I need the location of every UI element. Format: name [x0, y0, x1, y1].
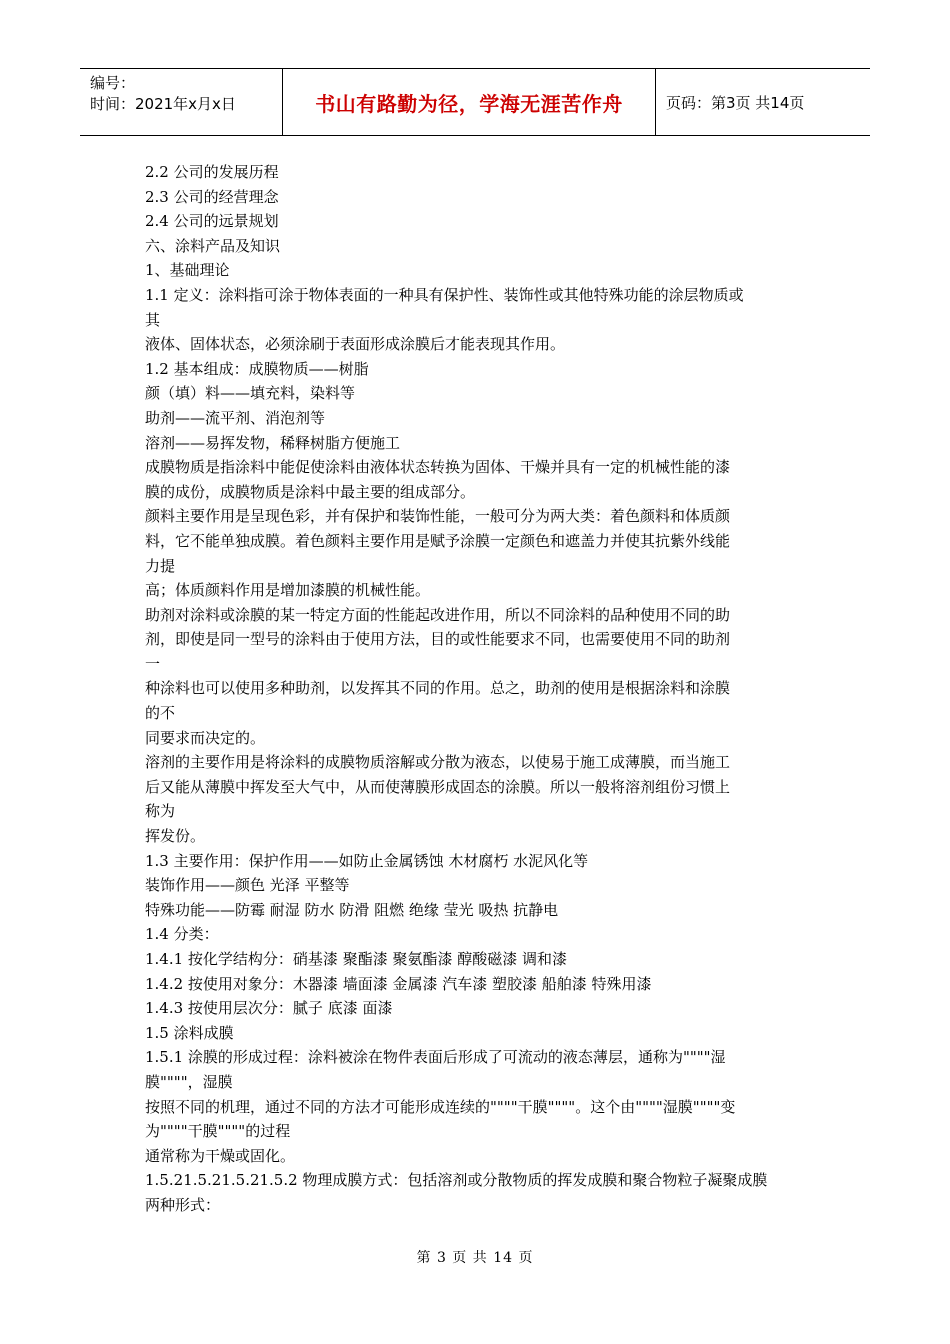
header-page-number: 页码：第3页 共14页 — [666, 93, 805, 112]
text-line: 溶剂——易挥发物，稀释树脂方便施工 — [145, 433, 401, 452]
text-line: 1.4.3 按使用层次分：腻子 底漆 面漆 — [145, 999, 393, 1018]
text-line: 同要求而决定的。 — [145, 728, 266, 747]
header-info — [80, 69, 282, 135]
text-line: 1.3 主要作用：保护作用——如防止金属锈蚀 木材腐朽 水泥风化等 — [145, 851, 589, 870]
text-line: 膜""""，湿膜 — [145, 1072, 233, 1091]
text-line: 通常称为干燥或固化。 — [145, 1146, 296, 1165]
text-line: 称为 — [145, 802, 176, 821]
text-line: 后又能从薄膜中挥发至大气中，从而使薄膜形成固态的涂膜。所以一般将溶剂组份习惯上 — [145, 777, 731, 796]
text-line: 剂，即使是同一型号的涂料由于使用方法，目的或性能要求不同，也需要使用不同的助剂 — [145, 630, 731, 649]
text-line: 1.5 涂料成膜 — [145, 1023, 234, 1042]
text-line: 1.4.1 按化学结构分：硝基漆 聚酯漆 聚氨酯漆 醇酸磁漆 调和漆 — [145, 950, 568, 968]
page-footer: 第 3 页 共 14 页 — [416, 1250, 534, 1266]
text-line: 1、基础理论 — [145, 261, 230, 280]
text-line: 的不 — [145, 704, 176, 723]
text-line: 膜的成份，成膜物质是涂料中最主要的组成部分。 — [145, 482, 476, 501]
text-line: 挥发份。 — [145, 827, 206, 846]
text-line: 2.2 公司的发展历程 — [145, 163, 279, 181]
text-line: 溶剂的主要作用是将涂料的成膜物质溶解或分散为液态，以使易于施工成薄膜，而当施工 — [145, 753, 731, 772]
page-header — [80, 68, 870, 136]
text-line: 特殊功能——防霉 耐湿 防水 防滑 阻燃 绝缘 莹光 吸热 抗静电 — [145, 900, 559, 919]
text-line: 助剂对涂料或涂膜的某一特定方面的性能起改进作用，所以不同涂料的品种使用不同的助 — [145, 605, 731, 624]
text-line: 颜（填）料——填充料，染料等 — [145, 384, 356, 403]
text-line: 2.4 公司的远景规划 — [145, 212, 279, 231]
code-label: 编号： — [90, 74, 136, 92]
text-line: 1.1 定义：涂料指可涂于物体表面的一种具有保护性、装饰性或其他特殊功能的涂层物质或 — [145, 285, 744, 304]
text-line: 两种形式： — [145, 1195, 221, 1214]
text-line: 1.2 基本组成：成膜物质——树脂 — [145, 359, 369, 378]
text-line: 六、涂料产品及知识 — [145, 236, 281, 255]
text-line: 料，它不能单独成膜。着色颜料主要作用是赋予涂膜一定颜色和遮盖力并使其抗紫外线能 — [145, 531, 731, 550]
document-body — [145, 160, 810, 1218]
text-line: 颜料主要作用是呈现色彩，并有保护和装饰性能，一般可分为两大类：着色颜料和体质颜 — [145, 507, 731, 526]
text-line: 1.5.1 涂膜的形成过程：涂料被涂在物件表面后形成了可流动的液态薄层，通称为""""湿 — [145, 1048, 726, 1067]
text-line: 为""""干膜""""的过程 — [145, 1122, 291, 1141]
text-line: 种涂料也可以使用多种助剂，以发挥其不同的作用。总之，助剂的使用是根据涂料和涂膜 — [145, 679, 731, 698]
text-line: 1.4 分类： — [145, 925, 219, 944]
text-line: 1.5.21.5.21.5.21.5.2 物理成膜方式：包括溶剂或分散物质的挥发成膜和聚合物粒子凝聚成膜 — [145, 1171, 768, 1190]
text-line: 液体、固体状态，必须涂刷于表面形成涂膜后才能表现其作用。 — [145, 335, 566, 354]
header-motto: 书山有路勤为径，学海无涯苦作舟 — [282, 69, 656, 135]
text-line: 一 — [145, 654, 161, 673]
text-line: 助剂——流平剂、消泡剂等 — [145, 408, 326, 427]
text-line: 其 — [145, 310, 161, 329]
text-line: 按照不同的机理，通过不同的方法才可能形成连续的""""干膜""""。这个由""""湿膜""""变 — [145, 1097, 736, 1116]
text-line: 力提 — [145, 556, 176, 575]
text-line: 高；体质颜料作用是增加漆膜的机械性能。 — [145, 581, 431, 600]
date-label: 时间：2021年x月x日 — [90, 95, 236, 113]
text-line: 装饰作用——颜色 光泽 平整等 — [145, 876, 350, 895]
text-line: 1.4.2 按使用对象分：木器漆 墙面漆 金属漆 汽车漆 塑胶漆 船舶漆 特殊用漆 — [145, 974, 652, 993]
text-line: 成膜物质是指涂料中能促使涂料由液体状态转换为固体、干燥并具有一定的机械性能的漆 — [145, 458, 731, 477]
text-line: 2.3 公司的经营理念 — [145, 187, 279, 206]
